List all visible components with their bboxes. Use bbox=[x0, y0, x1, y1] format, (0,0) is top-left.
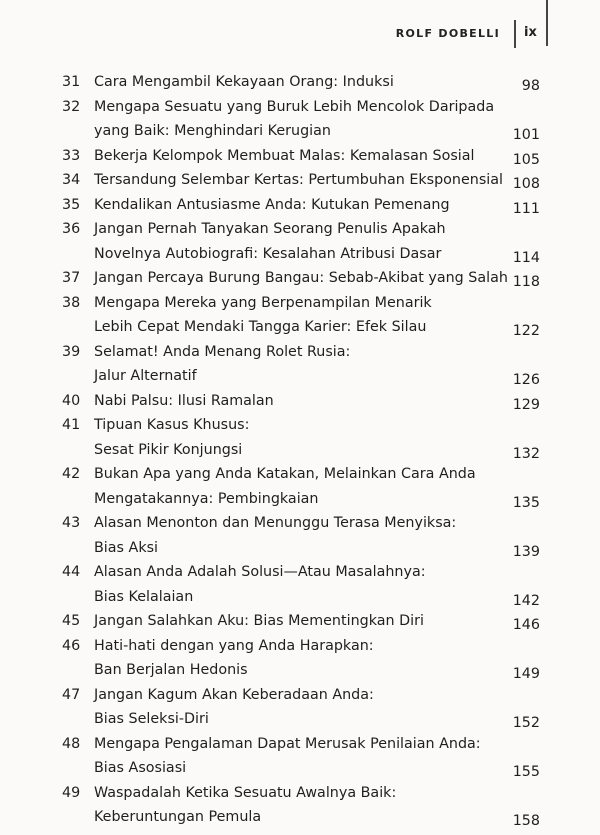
toc-entry bbox=[0, 413, 600, 462]
toc-entry bbox=[0, 781, 600, 830]
chapter-page-number: 126 bbox=[512, 372, 540, 388]
chapter-number: 42 bbox=[62, 466, 81, 482]
toc-entry bbox=[0, 291, 600, 340]
toc-entry-line bbox=[0, 634, 600, 659]
chapter-title-line: Jalur Alternatif bbox=[94, 368, 197, 384]
chapter-title-line: Mengatakannya: Pembingkaian bbox=[94, 490, 319, 507]
chapter-title-line: Bias Aksi bbox=[94, 539, 159, 556]
toc-entry-line bbox=[0, 658, 600, 683]
chapter-page-number: 155 bbox=[512, 764, 540, 780]
chapter-page-number: 158 bbox=[512, 813, 540, 829]
toc-entry bbox=[0, 95, 600, 144]
chapter-title-line: Selamat! Anda Menang Rolet Rusia: bbox=[94, 343, 351, 360]
toc-entry-line bbox=[0, 95, 600, 120]
toc-entry bbox=[0, 511, 600, 560]
chapter-title-line: Waspadalah Ketika Sesuatu Awalnya Baik: bbox=[94, 784, 397, 801]
toc-entry-line bbox=[0, 487, 600, 512]
toc-entry-line bbox=[0, 144, 600, 169]
chapter-number: 33 bbox=[62, 147, 81, 164]
chapter-number: 37 bbox=[62, 270, 81, 286]
table-of-contents bbox=[0, 70, 600, 830]
chapter-title-line: Tersandung Selembar Kertas: Pertumbuhan Eksponensial bbox=[94, 172, 504, 188]
toc-entry bbox=[0, 683, 600, 732]
toc-entry-line bbox=[0, 266, 600, 291]
chapter-title-line: Mengapa Mereka yang Berpenampilan Menarik bbox=[94, 294, 432, 311]
chapter-page-number: 152 bbox=[512, 715, 540, 731]
chapter-title-line: Nabi Palsu: Ilusi Ramalan bbox=[94, 392, 274, 409]
chapter-title-line: Bias Seleksi-Diri bbox=[94, 711, 209, 727]
chapter-page-number: 129 bbox=[512, 396, 540, 413]
chapter-number: 40 bbox=[62, 392, 81, 409]
chapter-page-number: 142 bbox=[512, 592, 540, 609]
chapter-page-number: 111 bbox=[512, 200, 540, 217]
toc-entry-line bbox=[0, 389, 600, 414]
toc-entry-line bbox=[0, 413, 600, 438]
chapter-page-number: 149 bbox=[512, 666, 540, 682]
toc-entry-line bbox=[0, 560, 600, 585]
chapter-title-line: Bias Kelalaian bbox=[94, 588, 194, 605]
chapter-title-line: Sesat Pikir Konjungsi bbox=[94, 441, 243, 458]
chapter-title-line: Bukan Apa yang Anda Katakan, Melainkan Cara Anda bbox=[94, 466, 476, 482]
chapter-page-number: 135 bbox=[512, 494, 540, 511]
chapter-page-number: 122 bbox=[512, 323, 540, 339]
toc-entry-line bbox=[0, 462, 600, 487]
chapter-title-line: Lebih Cepat Mendaki Tangga Karier: Efek Silau bbox=[94, 319, 427, 335]
toc-entry-line bbox=[0, 168, 600, 193]
chapter-title-line: Keberuntungan Pemula bbox=[94, 809, 262, 825]
chapter-number: 46 bbox=[62, 637, 81, 654]
chapter-title-line: Jangan Kagum Akan Keberadaan Anda: bbox=[94, 686, 374, 703]
toc-entry-line bbox=[0, 119, 600, 144]
toc-entry-line bbox=[0, 315, 600, 340]
toc-entry bbox=[0, 193, 600, 218]
chapter-number: 38 bbox=[62, 294, 81, 311]
toc-entry-line bbox=[0, 609, 600, 634]
toc-entry bbox=[0, 732, 600, 781]
toc-entry bbox=[0, 266, 600, 291]
chapter-page-number: 139 bbox=[512, 543, 540, 560]
toc-entry bbox=[0, 168, 600, 193]
chapter-title-line: Jangan Percaya Burung Bangau: Sebab-Akibat yang Salah bbox=[94, 270, 508, 286]
header-divider bbox=[514, 20, 516, 48]
chapter-title-line: Jangan Pernah Tanyakan Seorang Penulis Apakah bbox=[94, 221, 446, 237]
toc-entry-line bbox=[0, 364, 600, 389]
toc-entry bbox=[0, 144, 600, 169]
chapter-page-number: 105 bbox=[512, 151, 540, 168]
chapter-number: 39 bbox=[62, 343, 81, 360]
toc-entry-line bbox=[0, 217, 600, 242]
toc-entry-line bbox=[0, 781, 600, 806]
toc-entry-line bbox=[0, 707, 600, 732]
chapter-title-line: Tipuan Kasus Khusus: bbox=[94, 417, 250, 433]
chapter-number: 47 bbox=[62, 686, 81, 703]
chapter-title-line: Bekerja Kelompok Membuat Malas: Kemalasan Sosial bbox=[94, 147, 475, 164]
chapter-title-line: Ban Berjalan Hedonis bbox=[94, 662, 248, 678]
toc-entry-line bbox=[0, 683, 600, 708]
header-page-number: ix bbox=[524, 25, 537, 40]
chapter-title-line: Jangan Salahkan Aku: Bias Mementingkan Diri bbox=[94, 613, 424, 629]
chapter-title-line: Mengapa Pengalaman Dapat Merusak Penilaian Anda: bbox=[94, 735, 481, 752]
chapter-title-line: Bias Asosiasi bbox=[94, 760, 187, 776]
chapter-title-line: Hati-hati dengan yang Anda Harapkan: bbox=[94, 637, 374, 654]
toc-entry-line bbox=[0, 536, 600, 561]
chapter-title-line: Kendalikan Antusiasme Anda: Kutukan Pemenang bbox=[94, 196, 450, 213]
toc-entry bbox=[0, 634, 600, 683]
toc-entry bbox=[0, 217, 600, 266]
toc-entry-line bbox=[0, 585, 600, 610]
header-edge-rule bbox=[546, 0, 548, 46]
toc-entry-line bbox=[0, 805, 600, 830]
toc-entry-line bbox=[0, 340, 600, 365]
chapter-number: 45 bbox=[62, 613, 81, 629]
running-header bbox=[0, 0, 600, 50]
toc-entry-line bbox=[0, 438, 600, 463]
chapter-number: 49 bbox=[62, 784, 81, 801]
toc-entry bbox=[0, 389, 600, 414]
chapter-number: 36 bbox=[62, 221, 81, 237]
chapter-page-number: 146 bbox=[512, 617, 540, 633]
chapter-number: 35 bbox=[62, 196, 81, 213]
toc-entry bbox=[0, 462, 600, 511]
toc-entry-line bbox=[0, 70, 600, 95]
chapter-title-line: Cara Mengambil Kekayaan Orang: Induksi bbox=[94, 74, 394, 90]
chapter-number: 48 bbox=[62, 735, 81, 752]
toc-entry bbox=[0, 609, 600, 634]
chapter-number: 34 bbox=[62, 172, 81, 188]
chapter-title-line: Alasan Menonton dan Menunggu Terasa Menyiksa: bbox=[94, 515, 457, 531]
chapter-page-number: 114 bbox=[512, 249, 540, 266]
chapter-number: 41 bbox=[62, 417, 81, 433]
chapter-page-number: 132 bbox=[512, 445, 540, 462]
toc-entry-line bbox=[0, 511, 600, 536]
chapter-page-number: 118 bbox=[512, 274, 540, 290]
chapter-title-line: Mengapa Sesuatu yang Buruk Lebih Mencolok Daripada bbox=[94, 98, 495, 115]
toc-entry bbox=[0, 340, 600, 389]
chapter-page-number: 101 bbox=[512, 127, 540, 143]
chapter-title-line: Novelnya Autobiografi: Kesalahan Atribusi Dasar bbox=[94, 245, 442, 262]
toc-entry-line bbox=[0, 242, 600, 267]
chapter-number: 32 bbox=[62, 98, 81, 115]
chapter-page-number: 98 bbox=[521, 78, 540, 94]
toc-entry bbox=[0, 70, 600, 95]
chapter-page-number: 108 bbox=[512, 176, 540, 192]
chapter-number: 31 bbox=[62, 74, 81, 90]
toc-entry-line bbox=[0, 291, 600, 316]
chapter-title-line: yang Baik: Menghindari Kerugian bbox=[94, 123, 331, 139]
toc-entry-line bbox=[0, 193, 600, 218]
chapter-number: 44 bbox=[62, 564, 81, 580]
header-author: ROLF DOBELLI bbox=[395, 27, 500, 40]
chapter-title-line: Alasan Anda Adalah Solusi—Atau Masalahnya: bbox=[94, 564, 426, 580]
toc-entry-line bbox=[0, 756, 600, 781]
chapter-number: 43 bbox=[62, 515, 81, 531]
toc-entry-line bbox=[0, 732, 600, 757]
toc-entry bbox=[0, 560, 600, 609]
